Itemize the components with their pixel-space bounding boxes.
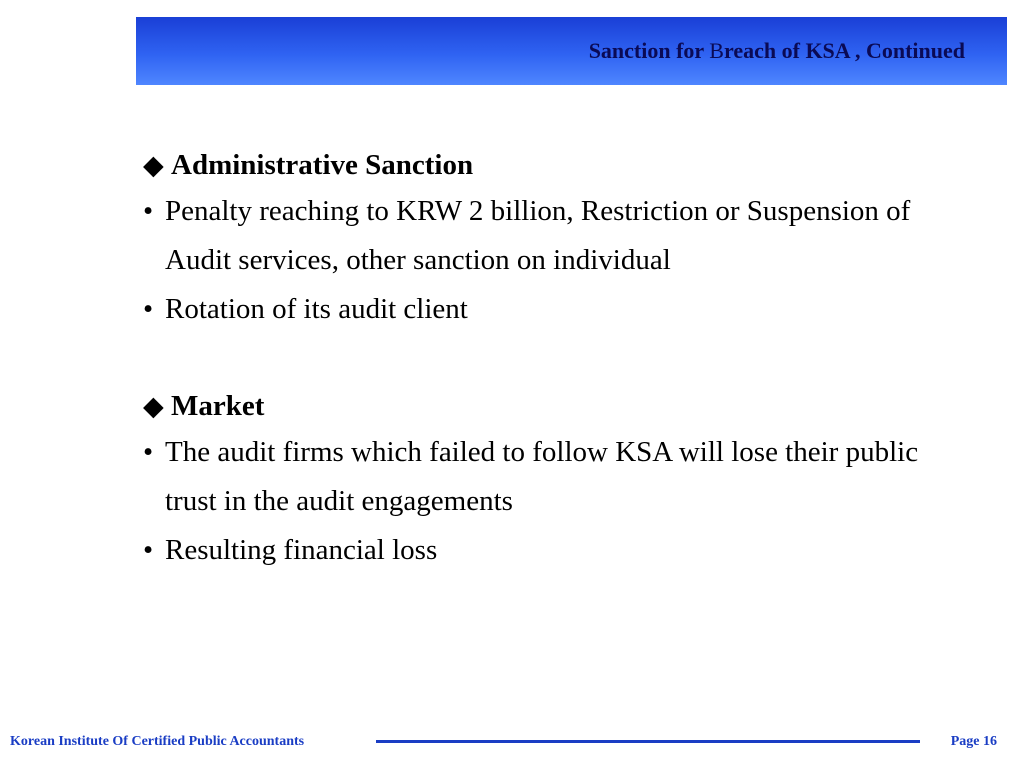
- slide-title-b: B: [709, 38, 724, 63]
- list-item: [143, 187, 943, 285]
- footer-organization: Korean Institute Of Certified Public Accountants: [10, 734, 305, 749]
- slide-title-rest: reach of KSA , Continued: [723, 38, 965, 63]
- list-item: [143, 526, 943, 575]
- section-heading: [143, 143, 943, 187]
- slide-title-prefix: Sanction for: [588, 38, 710, 63]
- list-item: [143, 428, 943, 526]
- slide-content: [143, 143, 943, 575]
- diamond-bullet-icon: ◆: [143, 391, 164, 421]
- page-number: Page 16: [950, 734, 997, 749]
- footer-divider: [376, 740, 920, 743]
- list-item-text: Rotation of its audit client: [165, 293, 468, 325]
- list-item-text: Resulting financial loss: [165, 534, 438, 566]
- bullet-dot-icon: •: [143, 195, 154, 227]
- section-market: [143, 384, 943, 575]
- list-item: [143, 285, 943, 334]
- section-heading-text: Administrative Sanction: [171, 149, 474, 181]
- bullet-dot-icon: •: [143, 534, 154, 566]
- bullet-dot-icon: •: [143, 293, 154, 325]
- list-item-text: Penalty reaching to KRW 2 billion, Restriction or Suspension of Audit services, other sanction on individual: [165, 195, 911, 276]
- diamond-bullet-icon: ◆: [143, 150, 164, 180]
- section-heading: [143, 384, 943, 428]
- list-item-text: The audit firms which failed to follow KSA will lose their public trust in the audit engagements: [165, 436, 919, 517]
- header-banner: [136, 17, 1007, 85]
- bullet-dot-icon: •: [143, 436, 154, 468]
- section-administrative-sanction: [143, 143, 943, 334]
- slide-title: [589, 38, 965, 64]
- section-heading-text: Market: [171, 390, 265, 422]
